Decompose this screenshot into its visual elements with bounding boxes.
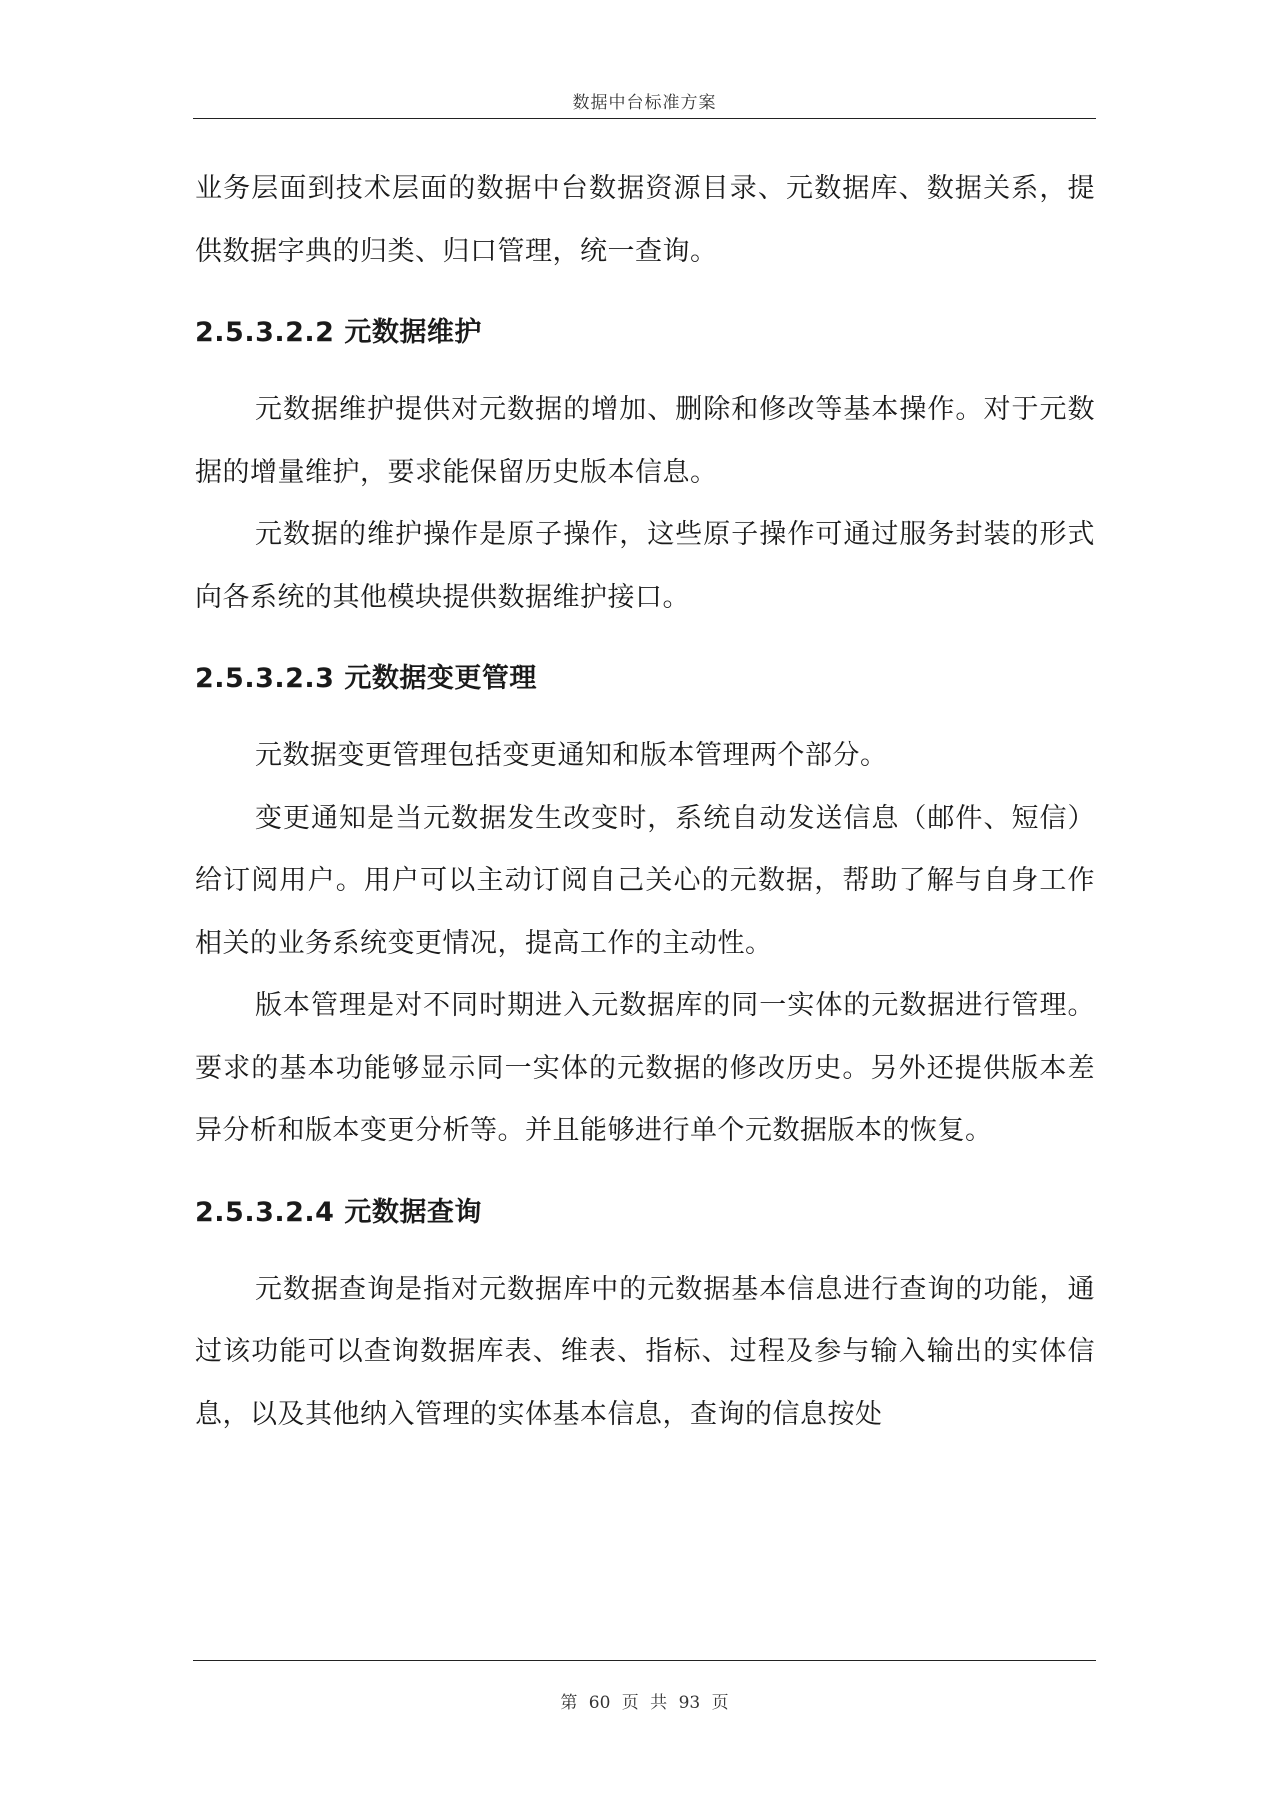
section-heading-change-management: 2.5.3.2.3 元数据变更管理 [195, 663, 537, 694]
section-heading-metadata-query: 2.5.3.2.4 元数据查询 [195, 1196, 482, 1228]
document-body [195, 158, 1095, 1446]
header-rule [193, 118, 1096, 119]
paragraph-change-notification: 变更通知是当元数据发生改变时，系统自动发送信息（邮件、短信）给订阅用户。用户可以主动订阅自己关心的元数据，帮助了解与自身工作相关的业务系统变更情况，提高工作的主动性。 [195, 802, 1095, 959]
paragraph-atomic-ops: 元数据的维护操作是原子操作，这些原子操作可通过服务封装的形式向各系统的其他模块提供数据维护接口。 [195, 519, 1095, 613]
paragraph-change-intro: 元数据变更管理包括变更通知和版本管理两个部分。 [255, 740, 888, 771]
running-header: 数据中台标准方案 [572, 93, 717, 113]
paragraph-continued: 业务层面到技术层面的数据中台数据资源目录、元数据库、数据关系，提供数据字典的归类、归口管理，统一查询。 [195, 173, 1095, 267]
section-heading-metadata-maintenance: 2.5.3.2.2 元数据维护 [195, 317, 482, 348]
footer-rule [193, 1660, 1096, 1661]
page-number: 第 60 页 共 93 页 [560, 1693, 729, 1713]
paragraph-maintenance-ops: 元数据维护提供对元数据的增加、删除和修改等基本操作。对于元数据的增量维护，要求能保留历史版本信息。 [195, 394, 1095, 488]
paragraph-version-management: 版本管理是对不同时期进入元数据库的同一实体的元数据进行管理。要求的基本功能够显示同一实体的元数据的修改历史。另外还提供版本差异分析和版本变更分析等。并且能够进行单个元数据版本的恢复。 [195, 990, 1095, 1146]
paragraph-metadata-query: 元数据查询是指对元数据库中的元数据基本信息进行查询的功能，通过该功能可以查询数据库表、维表、指标、过程及参与输入输出的实体信息，以及其他纳入管理的实体基本信息，查询的信息按处 [195, 1273, 1095, 1430]
